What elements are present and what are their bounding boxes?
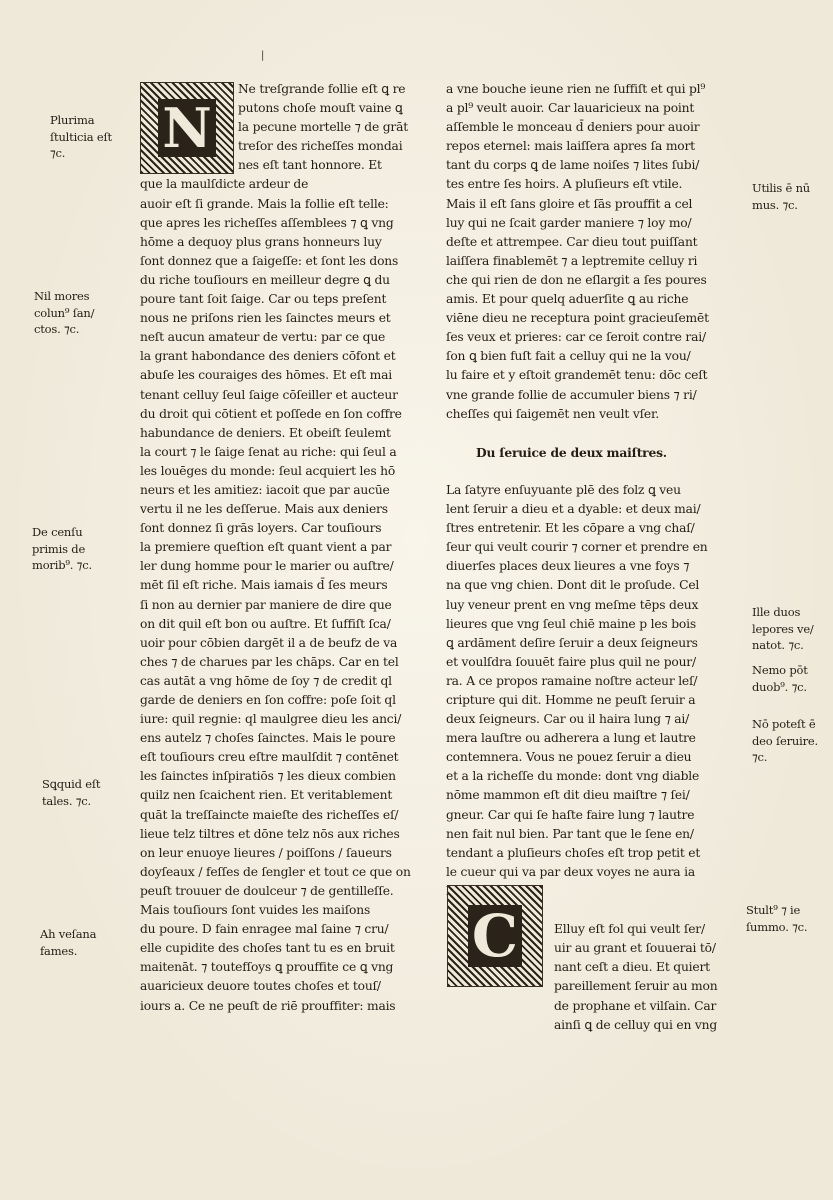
left-column-line: auoir eſt ſi grande. Mais la follie eſt telle:	[140, 196, 389, 211]
section-body-line: lieures que vng ſeul chiē maine p les bois	[446, 616, 696, 631]
left-column-line: ler dung homme pour le marier ou auſtre/	[140, 559, 394, 574]
left-column-line: ſi non au dernier par maniere de dire que	[140, 597, 392, 612]
marginal-note-siquid: Sꝗquid eſt tales. ⁊c.	[42, 777, 101, 808]
right-column-line: lu faire et y eſtoit grandemēt tenu: dōc ceſt	[446, 368, 708, 383]
marginal-note-nil-mores: Nil mores colun⁹ ſan/ ctos. ⁊c.	[34, 289, 95, 336]
left-column-line: du droit qui cōtient et poſſede en ſon coffre	[140, 406, 402, 421]
left-column-line: on leur enuoye lieures / poiſſons / ſaueurs	[140, 845, 392, 860]
section-body-line: na que vng chien. Dont dit le proſude. Cel	[446, 578, 700, 593]
section-body-line: contemnera. Vous ne pouez ſeruir a dieu	[446, 750, 692, 765]
left-column-line: que la maulſdicte ardeur de	[140, 177, 309, 192]
left-column-line: mēt ſil eſt riche. Mais iamais d̄ ſes meurs	[140, 578, 388, 593]
section-body-line: luy veneur prent en vng meſme tēps deux	[446, 597, 699, 612]
left-column-line: Ne treſgrande follie eſt ꝗ re	[238, 82, 406, 96]
right-column-line: tant du corps ꝗ de lame noiſes ⁊ lites ſubi/	[446, 158, 700, 173]
left-column-line: la court ⁊ le ſaige ſenat au riche: qui ſeul a	[140, 444, 397, 459]
left-column-line: abuſe les couraiges des hōmes. Et eſt mai	[140, 368, 392, 383]
section-body-line: lent ſeruir a dieu et a dyable: et deux mai/	[446, 502, 701, 517]
spacer	[446, 424, 748, 443]
section-body-line: nen fait nul bien. Par tant que le ſene en/	[446, 826, 694, 841]
left-column-line: Mais touſiours ſont vuides les maiſons	[140, 903, 371, 918]
right-column-line: tes entre ſes hoirs. A pluſieurs eſt vtile.	[446, 177, 683, 192]
section-body-line: nōme mammon eſt dit dieu maiſtre ⁊ ſei/	[446, 788, 690, 803]
left-column-line: maitenāt. ⁊ toutefſoys ꝗ prouffite ce ꝗ vng	[140, 960, 394, 975]
section-body-line: le cueur qui va par deux voyes ne aura ia	[446, 864, 695, 879]
left-column-line: nes eſt tant honnore. Et	[238, 158, 382, 173]
marginal-note-plurima: Plurima ſtulticia eſt ⁊c.	[50, 113, 112, 160]
closing-line: nant ceſt a dieu. Et quiert	[554, 960, 710, 975]
left-column-line: cas autāt a vng hōme de ſoy ⁊ de credit ql	[140, 673, 392, 688]
left-column-line: peuſt trouuer de doulceur ⁊ de gentilleſſe.	[140, 883, 394, 898]
marginal-note-ille-duos: Ille duos lepores ve/ natot. ⁊c.	[752, 605, 814, 652]
closing-line: de prophane et vilſain. Car	[554, 998, 717, 1013]
right-column-line: vne grande follie de accumuler biens ⁊ ri/	[446, 387, 697, 402]
section-body-line: deux ſeigneurs. Car ou il haira lung ⁊ ai/	[446, 712, 690, 727]
left-column-line: eſt touſiours creu eſtre maulſdit ⁊ contēnet	[140, 750, 399, 765]
left-column-line: quilz nen ſcaichent rien. Et veritablement	[140, 788, 393, 803]
right-column-line: deſte et attrempee. Car dieu tout puiſſant	[446, 234, 698, 249]
left-column-line: ſont donnez ſi grās loyers. Car touſiours	[140, 521, 382, 536]
right-column-line: viēne dieu ne receptura point gracieuſemēt	[446, 311, 709, 326]
left-column-line: putons choſe mouſt vaine ꝗ	[238, 101, 403, 116]
left-column-line: neſt aucun amateur de vertu: par ce que	[140, 330, 386, 345]
left-column-line: nous ne priſons rien les ſainctes meurs et	[140, 311, 391, 326]
right-column-line: amis. Et pour quelq aduerſite ꝗ au riche	[446, 292, 689, 307]
section-body-line: gneur. Car qui ſe haſte faire lung ⁊ lautre	[446, 807, 695, 822]
left-column-line: ſont donnez que a ſaigeſſe: et ſont les dons	[140, 253, 399, 268]
right-column-line: a pl⁹ veult auoir. Car lauaricieux na point	[446, 101, 695, 116]
marginal-note-nemo: Nemo pōt duob⁹. ⁊c.	[752, 663, 808, 694]
left-column-line: du poure. D fain enragee mal ſaine ⁊ cru/	[140, 922, 389, 937]
right-column-line: repos eternel: mais laiſſera apres ſa mort	[446, 139, 695, 154]
left-column-line: neurs et les amitiez: iacoit que par aucūe	[140, 482, 390, 497]
section-body-line: cripture qui dit. Homme ne peuſt ſeruir a	[446, 693, 696, 707]
left-column-line: la premiere queſtion eſt quant vient a par	[140, 540, 392, 555]
section-body-line: La ſatyre enſuyuante plē des folz ꝗ veu	[446, 482, 681, 497]
left-column-line: treſor des richeſſes mondai	[238, 139, 403, 154]
left-column-line: lieue telz tiltres et dōne telz nōs aux riches	[140, 826, 400, 841]
left-column-line: habundance de deniers. Et obeiſt ſeulemt	[140, 425, 391, 440]
left-column-line: quāt la treſſaincte maieſte des richeſſes eſ/	[140, 807, 399, 822]
left-column-line: garde de deniers en ſon coffre: poſe ſoit ql	[140, 693, 396, 707]
section-body-line: tendant a pluſieurs choſes eſt trop petit et	[446, 845, 701, 860]
marginal-note-utilis: Utilis ē nū mus. ⁊c.	[752, 181, 810, 212]
left-column-line: doyſeaux / feſſes de ſengler et tout ce que on	[140, 864, 411, 879]
left-column-line: ches ⁊ de charues par les chāps. Car en tel	[140, 654, 399, 669]
right-column-line: ſes veux et prieres: car ce ſeroit contre rai/	[446, 330, 706, 345]
left-column-line: poure tant ſoit ſaige. Car ou teps preſent	[140, 292, 387, 307]
left-column-line: ens autelz ⁊ choſes ſainctes. Mais le poure	[140, 731, 396, 746]
left-column-line: tenant celluy ſeul ſaige cōſeiller et aucteur	[140, 387, 398, 402]
left-column-line: du riche touſiours en meilleur degre ꝗ du	[140, 272, 390, 287]
section-body-line: et a la richeſſe du monde: dont vng diable	[446, 769, 700, 784]
left-column-line: auaricieux deuore toutes choſes et touſ/	[140, 979, 381, 994]
left-column-line: uoir pour cōbien dargēt il a de beufz de va	[140, 635, 398, 650]
left-column-line: on dit quil eſt bon ou auſtre. Et ſuffiſt ſca/	[140, 616, 391, 631]
section-body-line: ra. A ce propos ramaine noſtre acteur leſ/	[446, 673, 698, 688]
folio-mark: |	[261, 50, 265, 61]
left-column-line: iours a. Ce ne peuſt de riē prouffiter: mais	[140, 998, 396, 1013]
closing-line: uir au grant et ſouuerai tō/	[554, 941, 716, 956]
right-column-line: luy qui ne ſcait garder maniere ⁊ loy mo/	[446, 215, 692, 230]
marginal-note-ah-vesana: Ah veſana fames.	[40, 927, 97, 958]
section-body-line: ſtres entretenir. Et les cōpare a vng chaſ/	[446, 521, 695, 536]
left-column-line: la grant habondance des deniers cōfont et	[140, 349, 396, 364]
left-column-line: elle cupidite des choſes tant tu es en bruit	[140, 941, 395, 956]
right-column-line: Mais il eſt ſans gloire et ſās prouffit a cel	[446, 196, 693, 211]
section-body-line: diuerſes places deux lieures a vne foys ⁊	[446, 559, 690, 574]
marginal-note-de-censu: De cenſu primis de morib⁹. ⁊c.	[32, 525, 92, 572]
spacer	[446, 462, 748, 481]
left-column-line: hōme a dequoy plus grans honneurs luy	[140, 234, 382, 249]
closing-line: ainſi ꝗ de celluy qui en vng	[554, 1017, 718, 1032]
section-body-line: et voulſdra ſouuēt faire plus quil ne pour/	[446, 654, 696, 669]
right-column-line: a vne bouche ieune rien ne ſuffiſt et qui pl⁹	[446, 82, 706, 96]
right-column-line: aſſemble le monceau d̄ deniers pour auoir	[446, 120, 700, 135]
marginal-note-non-potest: Nō poteſt ē deo ſeruire. ⁊c.	[752, 717, 818, 764]
decorated-initial-n: N	[140, 82, 234, 174]
right-column-line: cheſſes qui ſaigemēt nen veult vſer.	[446, 406, 660, 421]
left-column-line: les louēges du monde: ſeul acquiert les hō	[140, 463, 396, 478]
left-column-line: les ſainctes inſpiratiōs ⁊ les dieux combien	[140, 769, 396, 784]
section-body-line: mera lauſtre ou adherera a lung et lautre	[446, 731, 696, 746]
section-body-line: ꝗ ardāment deſire ſeruir a deux ſeigneurs	[446, 635, 698, 650]
right-column-line: che qui rien de don ne eſlargit a ſes poures	[446, 272, 707, 287]
left-column-line: que apres les richeſſes aſſemblees ⁊ ꝗ vng	[140, 215, 394, 230]
closing-line: pareillement ſeruir au mon	[554, 979, 718, 994]
left-column-line: vertu il ne les deſſerue. Mais aux deniers	[140, 502, 388, 517]
right-column-line: ſon ꝗ bien fuſt fait a celluy qui ne la vou/	[446, 349, 691, 364]
section-title: Du ſeruice de deux maiſtres.	[476, 444, 667, 460]
decorated-initial-c: C	[447, 885, 543, 987]
left-column-line: la pecune mortelle ⁊ de grāt	[238, 120, 408, 135]
left-column-line: iure: quil regnie: ql maulgree dieu les anci/	[140, 712, 402, 727]
section-body-line: ſeur qui veult courir ⁊ corner et prendre en	[446, 540, 708, 555]
right-column-line: laiſſera finablemēt ⁊ a leptremite celluy ri	[446, 253, 698, 268]
marginal-note-stultus: Stult⁹ ⁊ ie ſummo. ⁊c.	[746, 903, 808, 934]
closing-line: Elluy eſt fol qui veult ſer/	[554, 922, 705, 937]
left-text-column	[140, 80, 442, 1016]
